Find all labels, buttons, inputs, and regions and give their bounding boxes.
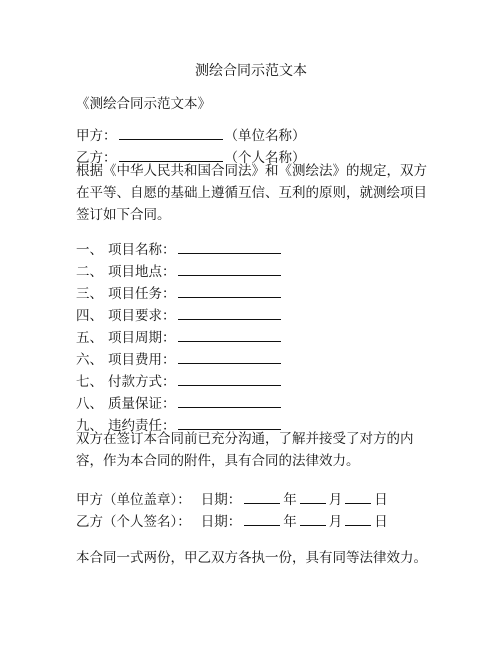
item-blank	[178, 285, 281, 298]
item-number: 二、	[76, 264, 103, 280]
item-blank	[178, 263, 281, 276]
item-number: 八、	[76, 396, 103, 412]
agreement-paragraph: 双方在签订本合同前已充分沟通，了解并接受了对方的内容，作为本合同的附件，具有合同的法律效力。	[76, 431, 414, 469]
day-blank	[345, 491, 371, 504]
item-label: 项目地点：	[108, 264, 176, 280]
party-b-label: 乙方：	[76, 150, 117, 166]
item-row	[76, 282, 281, 302]
item-row	[76, 304, 281, 324]
date-label: 日期：	[200, 514, 242, 530]
closing-paragraph: 本合同一式两份，甲乙双方各执一份，具有同等法律效力。	[76, 550, 427, 566]
item-number: 五、	[76, 330, 103, 346]
signature-b-line	[76, 510, 388, 530]
item-label: 质量保证：	[108, 396, 176, 412]
item-label: 项目要求：	[108, 308, 176, 324]
signature-a-line	[76, 488, 388, 508]
intro-paragraph: 根据《中华人民共和国合同法》和《测绘法》的规定，双方在平等、自愿的基础上遵循互信、互利的原则，就测绘项目签订如下合同。	[76, 163, 427, 223]
item-row	[76, 326, 281, 346]
item-label: 付款方式：	[108, 374, 176, 390]
party-a-blank	[119, 127, 223, 140]
item-row	[76, 370, 281, 390]
item-number: 六、	[76, 352, 103, 368]
month-label: 月	[328, 514, 343, 530]
year-blank	[244, 491, 280, 504]
item-blank	[178, 329, 281, 342]
item-blank	[178, 395, 281, 408]
item-blank	[178, 373, 281, 386]
item-row	[76, 392, 281, 412]
date-label: 日期：	[200, 492, 242, 508]
document-title: 测绘合同示范文本	[195, 63, 307, 79]
day-label: 日	[374, 514, 388, 530]
item-label: 项目名称：	[108, 242, 176, 258]
party-a-line	[76, 124, 306, 144]
item-number: 一、	[76, 242, 103, 258]
year-blank	[244, 513, 280, 526]
item-number: 九、	[76, 418, 103, 434]
item-blank	[178, 351, 281, 364]
item-number: 四、	[76, 308, 103, 324]
item-number: 七、	[76, 374, 103, 390]
item-row	[76, 238, 281, 258]
year-label: 年	[283, 514, 297, 530]
party-b-note: （个人名称）	[224, 150, 306, 166]
month-blank	[300, 513, 326, 526]
day-label: 日	[374, 492, 388, 508]
item-label: 违约责任：	[108, 418, 176, 434]
item-label: 项目任务：	[108, 286, 176, 302]
month-label: 月	[328, 492, 343, 508]
item-number: 三、	[76, 286, 103, 302]
item-blank	[178, 241, 281, 254]
item-row	[76, 348, 281, 368]
signature-a-label: 甲方（单位盖章）：	[76, 492, 191, 508]
item-label: 项目费用：	[108, 352, 176, 368]
month-blank	[300, 491, 326, 504]
item-row	[76, 260, 281, 280]
party-a-label: 甲方：	[76, 128, 117, 144]
item-label: 项目周期：	[108, 330, 176, 346]
document-subtitle: 《测绘合同示范文本》	[76, 96, 211, 112]
year-label: 年	[283, 492, 297, 508]
day-blank	[345, 513, 371, 526]
party-a-note: （单位名称）	[224, 128, 306, 144]
item-blank	[178, 307, 281, 320]
signature-b-label: 乙方（个人签名）：	[76, 514, 191, 530]
